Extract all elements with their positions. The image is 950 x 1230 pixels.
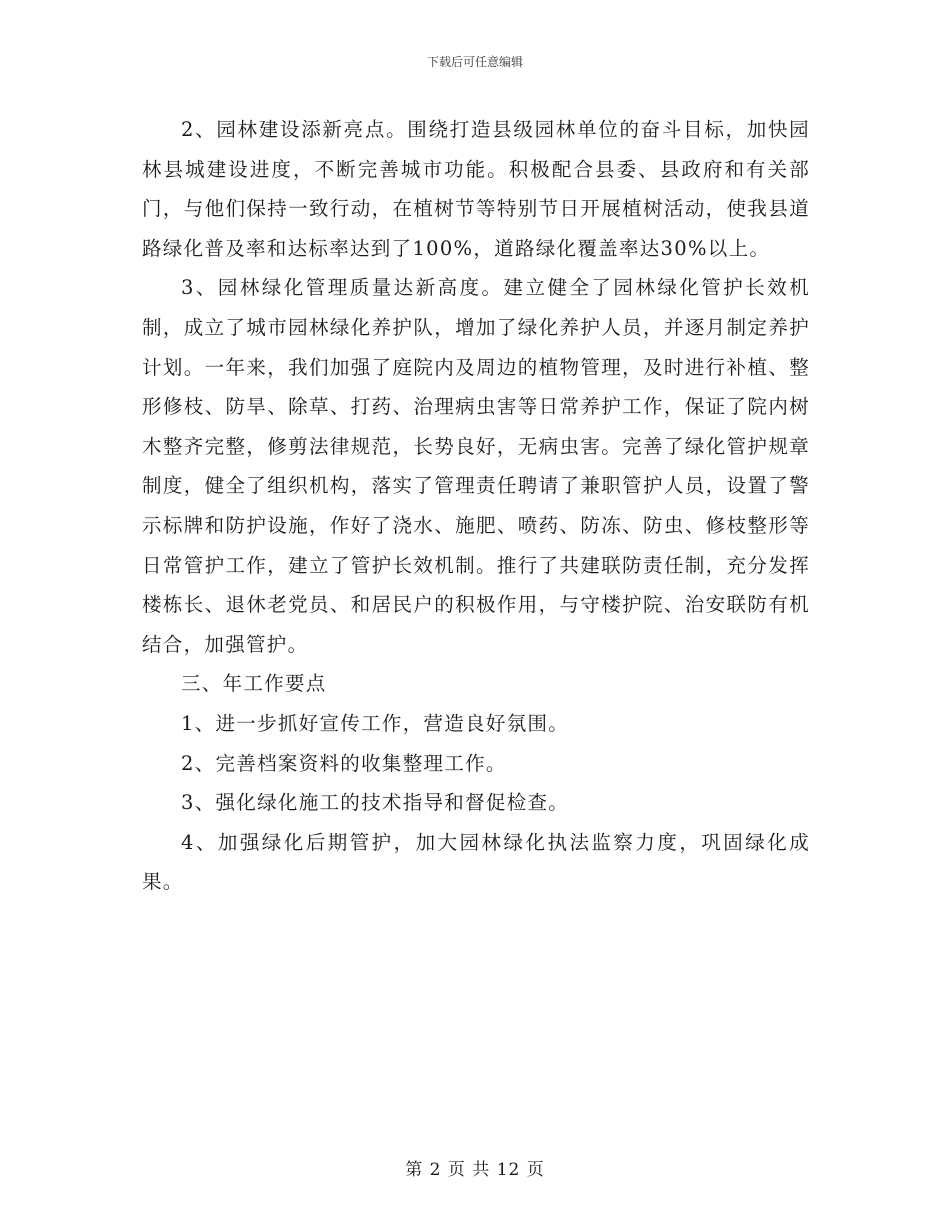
page-number-footer: 第 2 页 共 12 页 <box>405 1160 545 1180</box>
page-header: 下载后可任意编辑 <box>426 55 523 69</box>
paragraph-greening-management: 3、园林绿化管理质量达新高度。建立健全了园林绿化管护长效机制，成立了城市园林绿化养护队，增加了绿化养护人员，并逐月制定养护计划。一年来，我们加强了庭院内及周边的植物管理，及时进行补植、整形修枝、防旱、除草、打药、治理病虫害等日常养护工作，保证了院内树木整齐完整，修剪法律规范，长势良好，无病虫害。完善了绿化管护规章制度，健全了组织机构，落实了管理责任聘请了兼职管护人员，设置了警示标牌和防护设施，作好了浇水、施肥、喷药、防冻、防虫、修枝整形等日常管护工作，建立了管护长效机制。推行了共建联防责任制，充分发挥楼栋长、退休老党员、和居民户的积极作用，与守楼护院、治安联防有机结合，加强管护。 <box>142 276 810 656</box>
paragraph-garden-construction: 2、园林建设添新亮点。围绕打造县级园林单位的奋斗目标，加快园林县城建设进度，不断完善城市功能。积极配合县委、县政府和有关部门，与他们保持一致行动，在植树节等特别节日开展植树活动，使我县道路绿化普及率和达标率达到了100%，道路绿化覆盖率达30%以上。 <box>142 118 810 260</box>
list-item-publicity: 1、进一步抓好宣传工作，营造良好氛围。 <box>181 711 570 735</box>
list-item-later-management: 4、加强绿化后期管护，加大园林绿化执法监察力度，巩固绿化成果。 <box>142 830 810 894</box>
list-item-archives: 2、完善档案资料的收集整理工作。 <box>181 751 507 775</box>
section-heading-work-points: 三、年工作要点 <box>181 672 327 696</box>
document-body <box>142 110 810 902</box>
list-item-technical-guidance: 3、强化绿化施工的技术指导和督促检查。 <box>181 791 570 815</box>
